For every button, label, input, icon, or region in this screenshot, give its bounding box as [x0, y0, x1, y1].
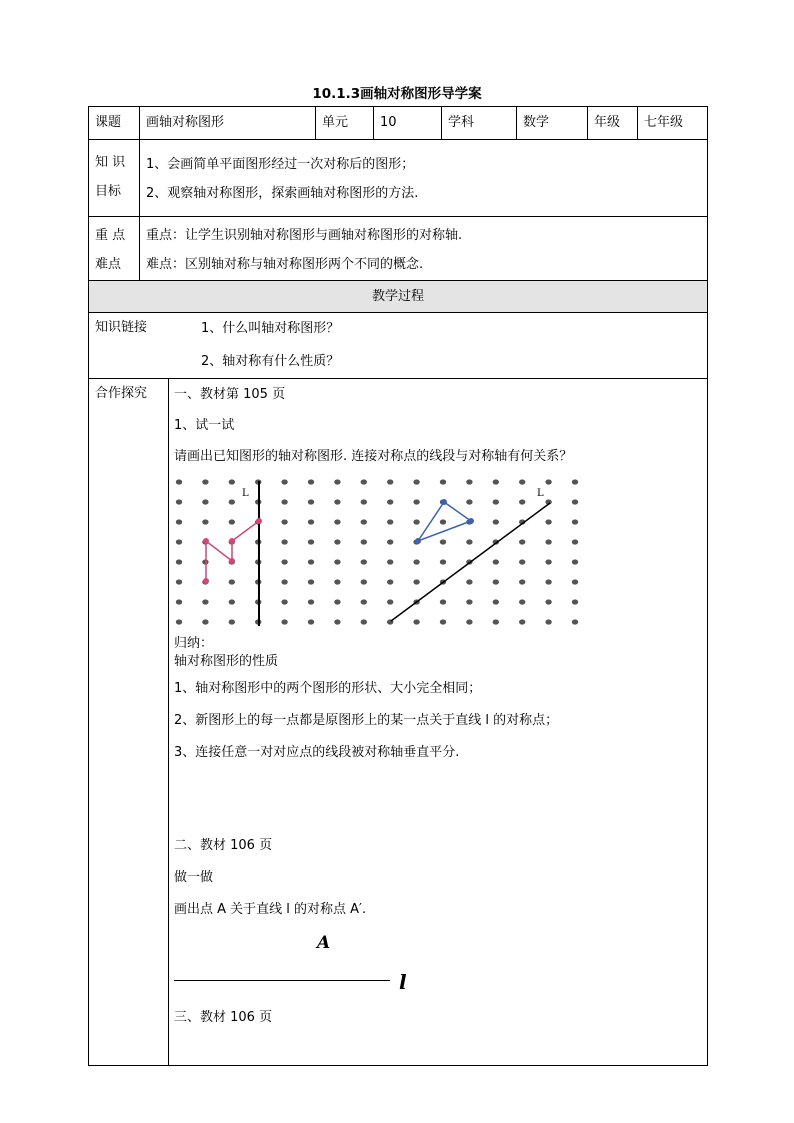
grid-dot: [413, 579, 419, 584]
grid-dot: [545, 599, 551, 604]
grid-dot: [308, 499, 314, 504]
goals-label: [89, 140, 140, 217]
grid-dot: [176, 559, 182, 564]
grid-dot: [308, 539, 314, 544]
grid-dot: [281, 519, 287, 524]
section3-heading: 三、教材 106 页: [174, 1010, 273, 1025]
goal-item: 2、观察轴对称图形，探索画轴对称图形的方法.: [146, 186, 419, 201]
grid-dot: [440, 599, 446, 604]
grid-dot: [466, 579, 472, 584]
grid-dot: [229, 579, 235, 584]
keypoints-label-b: 难点: [95, 257, 122, 272]
link-item: 1、什么叫轴对称图形？: [201, 321, 340, 336]
grid-dot: [229, 479, 235, 484]
grid-dot: [229, 499, 235, 504]
grid-dot: [202, 619, 208, 624]
property-item: 2、新图形上的每一点都是原图形上的某一点关于直线 l 的对称点；: [174, 713, 559, 728]
grid-dot: [334, 519, 340, 524]
keypoint-item: 难点：区别轴对称与轴对称图形两个不同的概念.: [146, 257, 424, 272]
grade-label: 年级: [588, 107, 638, 140]
grid-dot: [281, 539, 287, 544]
grid-dot: [519, 599, 525, 604]
process-header: 教学过程: [89, 281, 708, 313]
goals-label-b: 目标: [95, 184, 122, 199]
blue-vertex: [468, 518, 474, 524]
summary-title: 归纳：: [174, 636, 214, 651]
grid-dot: [361, 559, 367, 564]
subject-value: 画轴对称图形: [140, 107, 316, 140]
question-text: 请画出已知图形的轴对称图形. 连接对称点的线段与对称轴有何关系？: [174, 449, 573, 464]
axis-label-left: L: [242, 488, 249, 499]
grid-dot: [176, 539, 182, 544]
grid-dot: [334, 539, 340, 544]
link-row: [89, 313, 708, 379]
goals-row: [89, 140, 708, 217]
grid-dots: [176, 479, 578, 624]
section2-heading: 二、教材 106 页: [174, 838, 273, 853]
document-title: 10.1.3画轴对称图形导学案: [312, 86, 482, 102]
grid-dot: [281, 599, 287, 604]
link-item: 2、轴对称有什么性质？: [201, 354, 340, 369]
grid-dot: [387, 579, 393, 584]
grid-dot: [572, 579, 578, 584]
link-cell: [89, 313, 708, 379]
grid-dot: [572, 519, 578, 524]
grid-dot: [281, 499, 287, 504]
grid-dot: [281, 579, 287, 584]
grid-dot: [466, 619, 472, 624]
grid-dot: [334, 479, 340, 484]
grid-dot: [572, 479, 578, 484]
subject-label: 课题: [89, 107, 140, 140]
grid-dot: [334, 559, 340, 564]
grid-dot: [361, 479, 367, 484]
axis-label-right: L: [537, 488, 544, 499]
grid-dot: [229, 619, 235, 624]
grid-dot: [493, 519, 499, 524]
grid-dot: [176, 579, 182, 584]
grid-dot: [387, 599, 393, 604]
pink-vertex: [229, 558, 235, 564]
do-text: 画出点 A 关于直线 l 的对称点 A′.: [174, 902, 367, 917]
grid-dot: [361, 579, 367, 584]
grid-dot: [176, 479, 182, 484]
keypoint-item: 重点：让学生识别轴对称图形与画轴对称图形的对称轴.: [146, 228, 463, 243]
grid-dot: [413, 479, 419, 484]
grid-dot: [493, 559, 499, 564]
grid-dot: [466, 479, 472, 484]
grid-dot: [361, 519, 367, 524]
summary-subtitle: 轴对称图形的性质: [174, 654, 279, 669]
process-header-row: [89, 281, 708, 313]
course-value: 数学: [517, 107, 588, 140]
grid-dot: [308, 579, 314, 584]
grid-dot: [387, 499, 393, 504]
grid-dot: [440, 479, 446, 484]
section1-heading: 一、教材第 105 页: [174, 387, 286, 402]
grid-dot: [519, 559, 525, 564]
property-item: 1、轴对称图形中的两个图形的形状、大小完全相同；: [174, 681, 482, 696]
grid-dot: [229, 599, 235, 604]
grid-dot: [334, 499, 340, 504]
grid-dot: [545, 479, 551, 484]
grade-value: 七年级: [638, 107, 708, 140]
explore-label: 合作探究: [89, 379, 169, 1065]
grid-dot: [176, 499, 182, 504]
grid-dot: [281, 479, 287, 484]
keypoints-content: [140, 217, 708, 281]
grid-dot: [308, 519, 314, 524]
point-a-label: A: [317, 933, 331, 953]
pink-vertex: [256, 518, 262, 524]
grid-dot: [493, 599, 499, 604]
grid-dot: [493, 499, 499, 504]
grid-dot: [545, 619, 551, 624]
grid-dot: [493, 479, 499, 484]
lesson-table: [88, 106, 708, 1066]
grid-dot: [440, 559, 446, 564]
grid-dot: [572, 499, 578, 504]
grid-dot: [413, 499, 419, 504]
explore-cell: [89, 379, 708, 1066]
grid-figure: [174, 477, 594, 637]
grid-dot: [413, 619, 419, 624]
grid-dot: [440, 619, 446, 624]
grid-dot: [334, 579, 340, 584]
grid-dot: [493, 619, 499, 624]
grid-dot: [572, 559, 578, 564]
grid-dot: [387, 479, 393, 484]
grid-dot: [572, 619, 578, 624]
line-l-label: l: [399, 970, 407, 994]
grid-dot: [387, 519, 393, 524]
grid-dot: [176, 599, 182, 604]
grid-dot: [308, 599, 314, 604]
grid-dot: [202, 479, 208, 484]
grid-dot: [545, 579, 551, 584]
grid-dot: [440, 519, 446, 524]
grid-dot: [572, 539, 578, 544]
grid-dot: [176, 519, 182, 524]
grid-dot: [308, 559, 314, 564]
grid-dot: [387, 559, 393, 564]
goal-item: 1、会画简单平面图形经过一次对称后的图形；: [146, 157, 415, 172]
course-label: 学科: [442, 107, 517, 140]
unit-label: 单元: [316, 107, 374, 140]
grid-dot: [281, 559, 287, 564]
grid-dot: [572, 599, 578, 604]
grid-dot: [519, 479, 525, 484]
grid-dot: [308, 479, 314, 484]
grid-dot: [519, 579, 525, 584]
explore-row: [89, 379, 708, 1066]
grid-dot: [281, 619, 287, 624]
grid-dot: [202, 599, 208, 604]
grid-dot: [361, 539, 367, 544]
unit-value: 10: [374, 107, 442, 140]
point-line-figure: [174, 920, 707, 1006]
grid-dot: [334, 619, 340, 624]
grid-dot: [308, 619, 314, 624]
pink-figure: [206, 521, 259, 581]
grid-dot: [334, 599, 340, 604]
blue-vertex: [415, 538, 421, 544]
line-l: [174, 980, 390, 981]
grid-dot: [413, 559, 419, 564]
grid-dot: [229, 519, 235, 524]
grid-dot: [466, 499, 472, 504]
pink-vertex: [203, 578, 209, 584]
property-item: 3、连接任意一对对应点的线段被对称轴垂直平分.: [174, 745, 460, 760]
grid-dot: [387, 539, 393, 544]
grid-dot: [361, 619, 367, 624]
grid-dot: [545, 539, 551, 544]
keypoints-label-a: 重 点: [95, 228, 126, 243]
grid-dot: [519, 499, 525, 504]
grid-dot: [176, 619, 182, 624]
grid-dot: [466, 599, 472, 604]
do-heading: 做一做: [174, 870, 214, 885]
grid-dot: [545, 519, 551, 524]
keypoints-label: [89, 217, 140, 281]
grid-dot: [440, 539, 446, 544]
grid-dot: [202, 519, 208, 524]
grid-dot: [413, 519, 419, 524]
grid-dot: [519, 539, 525, 544]
grid-dot: [361, 599, 367, 604]
keypoints-row: [89, 217, 708, 281]
grid-dot: [361, 499, 367, 504]
explore-content: [169, 379, 707, 1065]
header-row: [89, 107, 708, 140]
goals-label-a: 知 识: [95, 155, 126, 170]
grid-svg: [174, 477, 594, 637]
blue-vertex: [441, 499, 447, 505]
goals-content: [140, 140, 708, 217]
grid-dot: [545, 559, 551, 564]
grid-dot: [493, 579, 499, 584]
grid-dot: [466, 539, 472, 544]
try-heading: 1、试一试: [174, 418, 235, 433]
link-label: 知识链接: [95, 320, 148, 335]
pink-vertex: [203, 538, 209, 544]
grid-dot: [519, 619, 525, 624]
pink-vertex: [229, 538, 235, 544]
grid-dot: [202, 499, 208, 504]
